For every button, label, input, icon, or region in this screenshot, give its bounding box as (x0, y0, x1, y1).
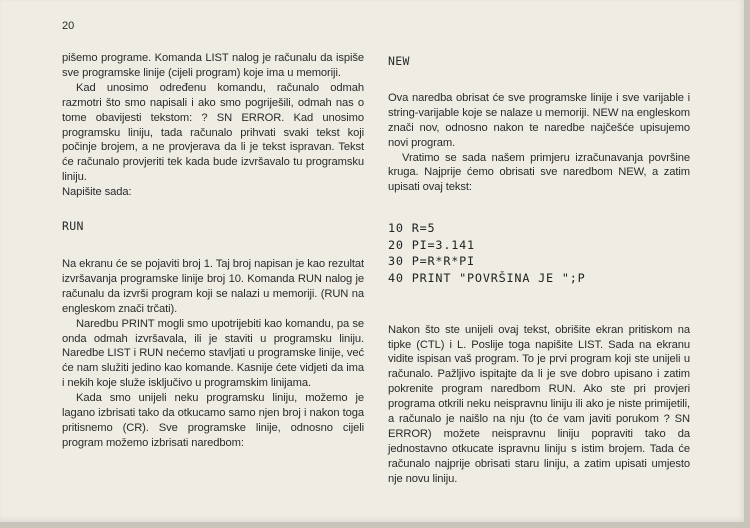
code-line: 10 R=5 (388, 221, 436, 236)
paragraph: Kada smo unijeli neku programsku liniju, možemo je lagano izbrisati tako da otkucamo samo njen broj i nakon toga pritisnemo (CR). Sve programske linije, odnosno cijeli program možemo izbrisati naredbom: (62, 392, 364, 449)
paragraph: pišemo programe. Komanda LIST nalog je računalu da ispiše sve programske linije (cijeli program) koje ima u memoriji. (62, 52, 364, 79)
code-line: 40 PRINT "POVRŠINA JE ";P (388, 271, 586, 286)
left-column (62, 51, 364, 451)
paragraph: Ova naredba obrisat će sve programske linije i sve varijable i string-varijable koje se nalaze u memoriji. NEW na engleskom znači nov, odnosno nakon te naredbe najčešće upisujemo novi program. (388, 91, 690, 149)
paragraph: Kad unosimo određenu komandu, računalo odmah razmotri što smo napisali i ako smo pogriješili, odmah nas o tome obavijesti tekstom: ? SN ERROR. Kad unosimo programsku liniju, tada računalo prihvati svaki tekst koji počinje brojem, a ne provjerava da li je tekst ispravan. Tekst će računalo provjeriti tek kada bude izvršavalo tu programsku liniju. (62, 81, 364, 184)
paragraph: Napišite sada: (62, 186, 132, 199)
page-number: 20 (62, 20, 75, 32)
code-line: 30 P=R*R*PI (388, 254, 475, 269)
keyword-run: RUN (62, 219, 84, 234)
code-line: 20 PI=3.141 (388, 237, 475, 252)
right-column (388, 51, 690, 487)
paragraph: Vratimo se sada našem primjeru izračunavanja površine kruga. Najprije ćemo obrisati sve naredbom NEW, a zatim upisati ovaj tekst: (388, 151, 690, 194)
keyword-new: NEW (388, 54, 410, 68)
paragraph: Nakon što ste unijeli ovaj tekst, obrišite ekran pritiskom na tipke (CTL) i L. Poslije toga napišite LIST. Sada na ekranu vidite ispisan vaš program. To je prvi program koji ste unijeli u računalo. Pažljivo ispitajte da li je sve dobro upisano i zatim pokrenite program naredbom RUN. Ako ste pri provjeri programa otkrili neku neispravnu liniju ili ako je niste primijetili, a računalo je naišlo na nju (to će vam javiti porukom ? SN ERROR) možete neispravnu liniju popraviti tako da jednostavno otkucate ispravnu liniju s istim brojem. Tada će računalo najprije obrisati staru liniju, a zatim upisati umjesto nje novu liniju. (388, 323, 690, 485)
paragraph: Naredbu PRINT mogli smo upotrijebiti kao komandu, pa se onda odmah izvršavala, ili je staviti u programsku liniju. Naredbe LIST i RUN nećemo stavljati u programske linije, već će nam služiti jedino kao komande. Kasnije ćete vidjeti da ima i nekih koje služe isključivo u programskim linijama. (62, 317, 364, 390)
paragraph: Na ekranu će se pojaviti broj 1. Taj broj napisan je kao rezultat izvršavanja programske linije broj 10. Komanda RUN nalog je računalu da izvrši program koji se nalazi u memoriji. (RUN na engleskom znači trčati). (62, 257, 364, 315)
code-listing (388, 220, 690, 286)
